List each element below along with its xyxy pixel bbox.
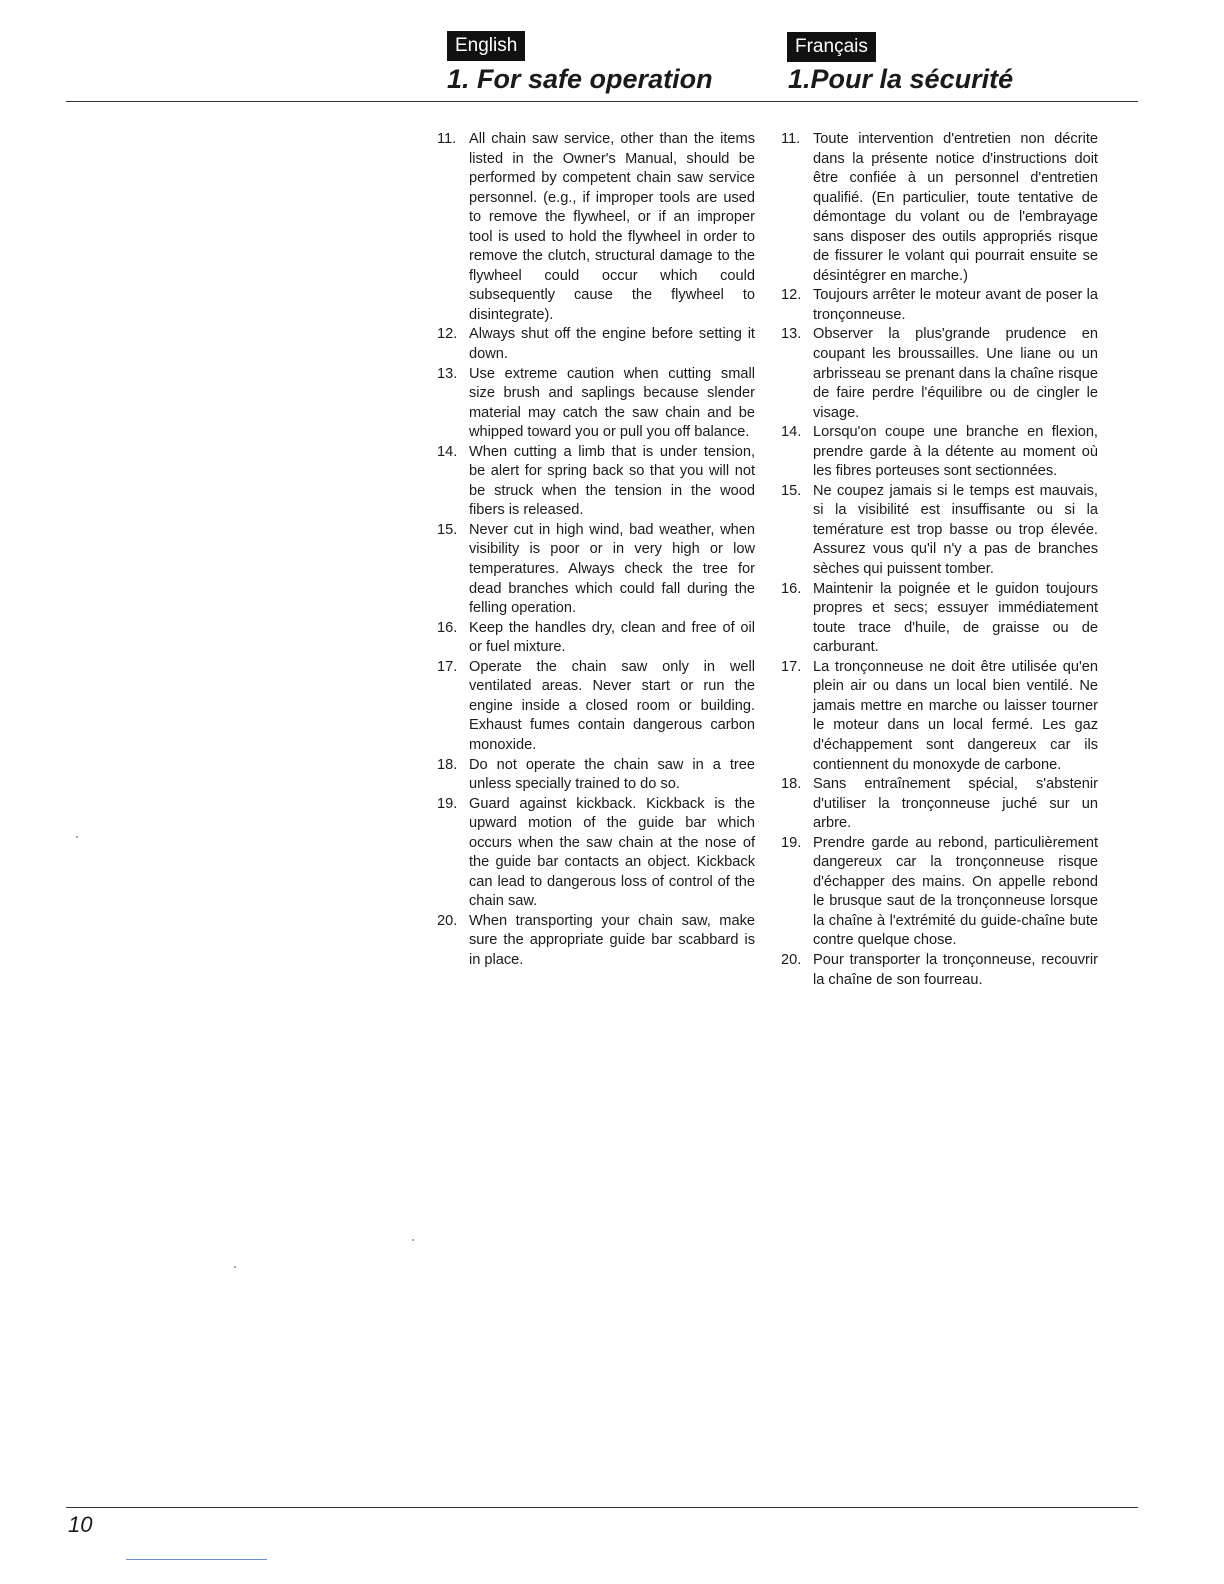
list-item (781, 951, 1098, 990)
english-column (437, 130, 755, 971)
list-item (781, 580, 1098, 658)
list-item (437, 912, 755, 971)
item-text: Never cut in high wind, bad weather, when visibility is poor or in very high or low temperatures. Always check the tree for dead branches which could fall during the felling operation. (469, 521, 755, 617)
item-text: Prendre garde au rebond, particulièrement dangereux car la tronçonneuse risque d'échapper des mains. On appelle rebond le brusque saut de la tronçonneuse lorsque la chaîne à l'extrémité du guide-chaîne bute contre quelque chose. (813, 834, 1098, 949)
list-item (437, 130, 755, 325)
list-item (781, 834, 1098, 951)
item-number: 14. (437, 443, 458, 460)
item-number: 19. (781, 834, 802, 851)
list-item (781, 658, 1098, 775)
item-number: 14. (781, 424, 802, 441)
list-item (781, 286, 1098, 325)
item-text: Use extreme caution when cutting small size brush and saplings because slender material may catch the saw chain and be whipped toward you or pull you off balance. (469, 365, 755, 441)
item-text: Do not operate the chain saw in a tree unless specially trained to do so. (469, 756, 755, 793)
footer-underline (126, 1559, 267, 1560)
list-item (781, 423, 1098, 482)
list-item (437, 325, 755, 364)
list-item (437, 756, 755, 795)
item-text: Ne coupez jamais si le temps est mauvais, si la visibilité est insuffisante ou si la temérature est trop basse ou trop élevée. Assurez vous qu'il n'y a pas de branches sèches qui puissent tomber. (813, 482, 1098, 578)
item-text: Toute intervention d'entretien non décrite dans la présente notice d'instructions doit être confiée à un personnel d'entretien qualifié. (En particulier, toute tentative de démontage du volant ou de l'embrayage sans disposer des outils appropriés risque de fissurer le volant qui pourrait ensuite se désintégrer en marche.) (813, 131, 1098, 284)
list-item (437, 619, 755, 658)
item-number: 19. (437, 795, 458, 812)
item-text: When cutting a limb that is under tension, be alert for spring back so that you will not be struck when the tension in the wood fibers is released. (469, 443, 755, 519)
footer-divider (66, 1507, 1138, 1508)
item-text: Always shut off the engine before setting it down. (469, 326, 755, 363)
item-text: Operate the chain saw only in well ventilated areas. Never start or run the engine inside a closed room or building. Exhaust fumes contain dangerous carbon monoxide. (469, 658, 755, 753)
scan-speck (76, 836, 78, 838)
scan-speck (234, 1266, 236, 1268)
section-title-french: 1.Pour la sécurité (788, 64, 1014, 94)
language-badge-english: English (447, 31, 525, 61)
list-item (437, 443, 755, 521)
item-number: 12. (781, 287, 802, 304)
item-number: 11. (437, 131, 457, 147)
scan-speck (412, 1239, 414, 1241)
item-text: Toujours arrêter le moteur avant de poser la tronçonneuse. (813, 287, 1098, 323)
list-item (437, 658, 755, 756)
item-text: La tronçonneuse ne doit être utilisée qu'en plein air ou dans un local bien ventilé. Ne jamais mettre en marche ou laisser tourner le moteur dans un local fermé. Les gaz d'échappement sont dangereux car ils contiennent du monoxyde de carbone. (813, 658, 1098, 773)
item-number: 17. (437, 658, 458, 675)
item-number: 17. (781, 658, 802, 675)
item-number: 16. (781, 580, 802, 597)
list-item (781, 130, 1098, 286)
item-text: When transporting your chain saw, make sure the appropriate guide bar scabbard is in place. (469, 912, 755, 968)
list-item (781, 325, 1098, 423)
item-text: Maintenir la poignée et le guidon toujours propres et secs; essuyer immédiatement toute trace d'huile, de graisse ou de carburant. (813, 580, 1098, 656)
item-number: 20. (437, 912, 458, 929)
item-number: 12. (437, 326, 458, 343)
page-number: 10 (68, 1512, 93, 1537)
item-number: 15. (781, 482, 802, 499)
list-item (781, 482, 1098, 580)
language-badge-french: Français (787, 32, 876, 62)
item-text: Keep the handles dry, clean and free of oil or fuel mixture. (469, 619, 755, 656)
item-number: 13. (437, 365, 458, 382)
list-item (437, 365, 755, 443)
item-text: Sans entraînement spécial, s'abstenir d'utiliser la tronçonneuse juché sur un arbre. (813, 776, 1098, 832)
item-text: Guard against kickback. Kickback is the upward motion of the guide bar which occurs when the saw chain at the nose of the guide bar contacts an object. Kickback can lead to dangerous loss of control of the chain saw. (469, 795, 755, 910)
item-number: 13. (781, 326, 802, 343)
header-divider (66, 101, 1138, 102)
list-item (437, 795, 755, 912)
item-text: Pour transporter la tronçonneuse, recouvrir la chaîne de son fourreau. (813, 951, 1098, 988)
item-text: All chain saw service, other than the items listed in the Owner's Manual, should be performed by competent chain saw service personnel. (e.g., if improper tools are used to remove the flywheel, or if an improper tool is used to hold the flywheel in order to remove the clutch, structural damage to the flywheel could occur which could subsequently cause the flywheel to disintegrate). (469, 131, 755, 323)
item-number: 18. (781, 776, 802, 793)
section-title-english: 1. For safe operation (447, 64, 713, 94)
item-number: 11. (781, 131, 801, 147)
list-item (781, 775, 1098, 834)
item-number: 16. (437, 619, 458, 636)
item-number: 15. (437, 521, 458, 538)
item-text: Lorsqu'on coupe une branche en flexion, prendre garde à la détente au moment où les fibres porteuses sont sectionnées. (813, 424, 1098, 480)
item-number: 18. (437, 756, 458, 773)
item-text: Observer la plus'grande prudence en coupant les broussailles. Une liane ou un arbrisseau se prenant dans la chaîne risque de faire perdre l'équilibre ou de cingler le visage. (813, 326, 1098, 421)
list-item (437, 521, 755, 619)
item-number: 20. (781, 951, 802, 968)
french-column (781, 130, 1098, 990)
